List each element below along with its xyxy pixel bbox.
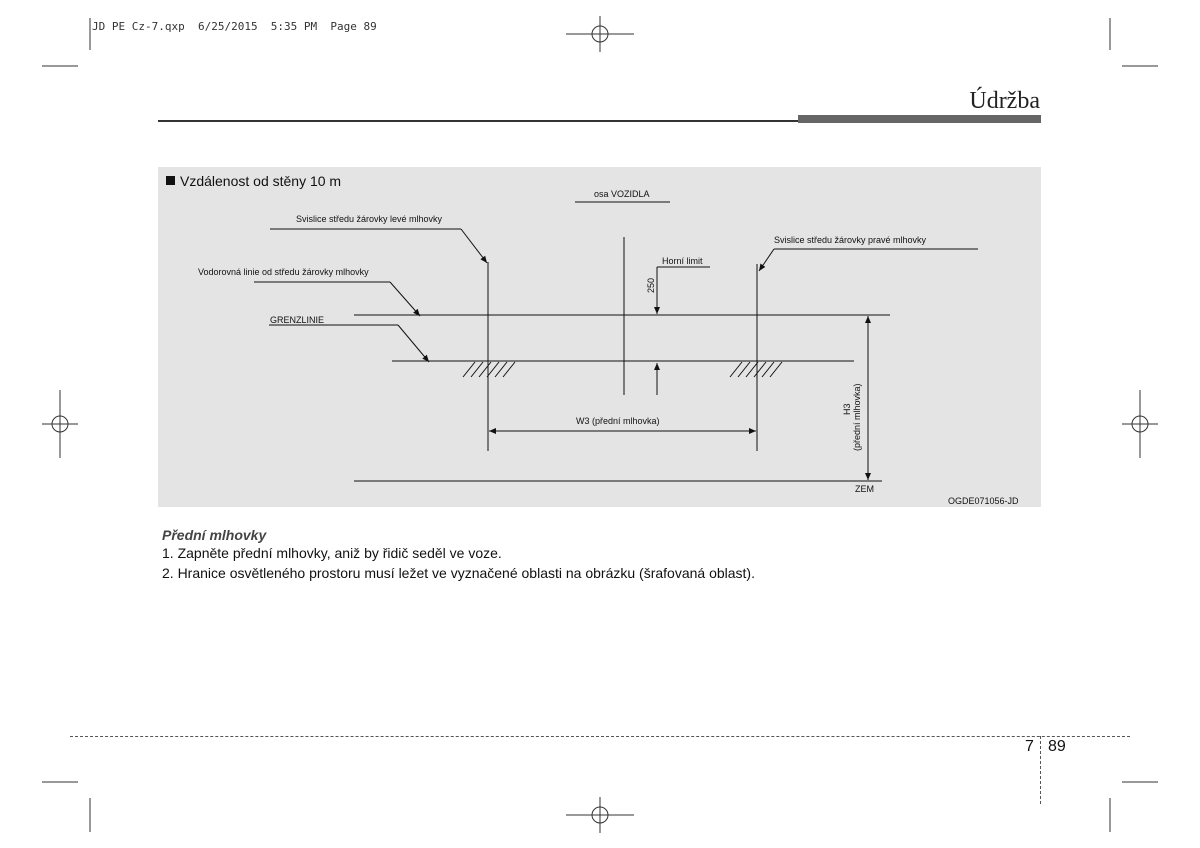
step-2: 2. Hranice osvětleného prostoru musí ležet ve vyznačené oblasti na obrázku (šrafovaná oblast). (162, 565, 755, 581)
left-vertical-arrow (461, 229, 487, 263)
registration-mark-left (42, 390, 78, 458)
header-bar (798, 115, 1041, 123)
right-vertical-arrow (759, 249, 774, 271)
footer-rule (70, 736, 1130, 737)
vehicle-axis-label: osa VOZIDLA (594, 189, 650, 199)
print-slug: JD PE Cz-7.qxp 6/25/2015 5:35 PM Page 89 (92, 20, 377, 33)
horizontal-arrow (390, 282, 420, 316)
height-label-line2: (přední mlhovka) (852, 383, 862, 451)
figure-code: OGDE071056-JD (948, 496, 1019, 506)
step-1: 1. Zapněte přední mlhovky, aniž by řidič seděl ve voze. (162, 545, 502, 561)
ground-label: ZEM (855, 484, 874, 494)
right-vertical-label: Svislice středu žárovky pravé mlhovky (774, 235, 927, 245)
hatched-area-right (730, 362, 782, 377)
width-label: W3 (přední mlhovka) (576, 416, 660, 426)
footer-divider (1040, 736, 1041, 804)
horizontal-label: Vodorovná linie od středu žárovky mlhovky (198, 267, 369, 277)
header-rule (158, 120, 800, 122)
limit-value-label: 250 (646, 277, 656, 293)
registration-mark-bottom (566, 797, 634, 833)
registration-mark-right (1122, 390, 1158, 458)
height-label-line1: H3 (842, 403, 852, 415)
section-title: Přední mlhovky (162, 527, 267, 543)
registration-mark-top (566, 16, 634, 52)
figure-title-text: Vzdálenost od stěny 10 m (180, 173, 342, 189)
fog-lamp-aiming-diagram (158, 167, 1041, 507)
grenzlinie-arrow (398, 325, 429, 362)
upper-limit-label: Horní limit (662, 256, 703, 266)
page-number: 89 (1048, 738, 1066, 755)
grenzlinie-label: GRENZLINIE (270, 315, 325, 325)
chapter-number: 7 (1025, 738, 1034, 755)
left-vertical-label: Svislice středu žárovky levé mlhovky (296, 214, 443, 224)
hatched-area-left (463, 362, 515, 377)
page-header-title: Údržba (969, 88, 1040, 114)
